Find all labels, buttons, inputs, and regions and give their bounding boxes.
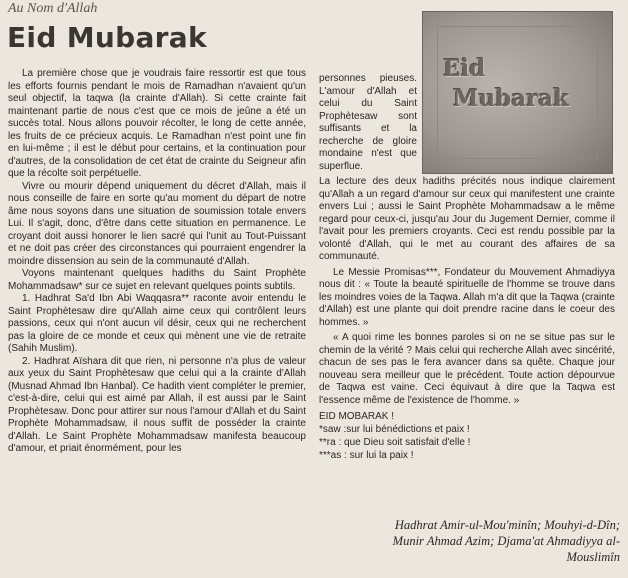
signature-line: Mouslimîn: [566, 550, 620, 564]
image-line-1: Eid: [443, 55, 486, 82]
eid-mubarak-image: [422, 11, 613, 174]
article-title: Eid Mubarak: [7, 21, 207, 54]
article-column-left: [8, 68, 306, 456]
footnote: ***as : sur lui la paix !: [319, 450, 414, 461]
signature-line: Munir Ahmad Azim; Djama'at Ahmadiyya al-: [392, 534, 620, 548]
paragraph: La première chose que je voudrais faire ressortir est que tous les efforts fournis pendant le mois de Ramadhan n'avaient qu'un seul objectif, la taqwa (la crainte d'Allah). Si cette crainte fait maintenant partie de nous c'est que ce mois de jeûne a été un succès total. Nous allons pouvoir récolter, le long de cette année, les fruits de ce précieux acquis. Le Ramadhan n'est point une fin en lui-même ; il est le début pour certains, et la continuation pour d'autres, de la consolidation de cet état de crainte du Seigneur afin que la récolte soit perpétuelle.: [8, 68, 306, 179]
article-column-right-top: [319, 73, 417, 173]
signature-line: Hadhrat Amir-ul-Mou'minîn; Mouhyi-d-Dîn;: [394, 518, 620, 532]
paragraph: 2. Hadhrat Aïshara dit que rien, ni personne n'a plus de valeur aux yeux du Saint Prophètesaw que celui qui a la crainte d'Allah (Musnad Ahmad Ibn Hanbal). Ce hadith vient compléter le premier, c'est-à-dire, celui qui est aimé par Allah, il est aussi par le Saint Prophètesaw. Donc pour attirer sur nous l'amour d'Allah et du Saint Prophète Mohammadsaw, il nous suffit de posséder la crainte d'Allah. Le Saint Prophète Mohammadsaw manifesta beaucoup d'amour, et priait énormément, pour les: [8, 355, 306, 454]
paragraph: Le Messie Promisas***, Fondateur du Mouvement Ahmadiyya nous dit : « Toute la beauté spirituelle de l'homme se trouve dans les moindres voies de la Taqwa. Allah m'a dit que la Taqwa (crainte d'Allah) est une plante qui doit prendre racine dans le coeur des hommes. »: [319, 266, 615, 328]
author-signature: [330, 517, 620, 565]
image-line-2: Mubarak: [453, 85, 570, 112]
image-lettering: [443, 54, 593, 114]
article-kicker: Au Nom d'Allah: [8, 1, 98, 16]
footnote: *saw :sur lui bénédictions et paix !: [319, 424, 470, 435]
closing-line: EID MOBARAK !: [319, 411, 395, 422]
paragraph: Vivre ou mourir dépend uniquement du décret d'Allah, mais il nous conseille de faire en sorte qu'au moment du départ de notre âme nous soyons dans une situation de soumission totale envers Lui. Il s'agit, donc, d'être dans cette situation en permanence. Le croyant doit aussi honorer le lien sacré qui l'unit au Tout-Puissant et ne doit pas créer des circonstances qui pourraient engendrer la moindre dissension au sein de la communauté d'Allah.: [8, 180, 306, 267]
paragraph: Voyons maintenant quelques hadiths du Saint Prophète Mohammadsaw* sur ce sujet en relevant quelques points subtils.: [8, 268, 306, 292]
paragraph: La lecture des deux hadiths précités nous indique clairement qu'Allah a un regard d'amour sur ceux qui manifestent une crainte envers Lui ; aussi le Saint Prophète Mohammadsaw a le même regard pour ceux-ci, jusqu'au Jour du Jugement Dernier, comme il l'avait pour les premiers croyants. Ceci est rendu possible par la volonté d'Allah, qui le met au courant des affaires de sa communauté.: [319, 176, 615, 262]
footnote: **ra : que Dieu soit satisfait d'elle !: [319, 437, 471, 448]
paragraph: personnes pieuses. L'amour d'Allah et celui du Saint Prophètesaw sont suffisants et la recherche de gloire mondaine n'est que superflue.: [319, 73, 417, 172]
article-endnotes: [319, 410, 615, 462]
paragraph: 1. Hadhrat Sa'd Ibn Abi Waqqasra** raconte avoir entendu le Saint Prophètesaw dire qu'Allah aime ceux qui contrôlent leurs passions, ceux qui n'ont aucun vil désir, ceux qui ne recherchent pas la gloire de ce monde et ceux qui mènent une vie de retraite (Sahih Muslim).: [8, 293, 306, 354]
article-column-right: [319, 176, 615, 462]
paragraph: « A quoi rime les bonnes paroles si on ne se situe pas sur le chemin de la vérité ? Mais celui qui recherche Allah avec sincérité, chacun de ses pas le fera avancer dans sa quête. Chaque jour nouveau sera meilleur que le précédent. Toute action dépourvue de Taqwa est vaine. Ceci équivaut à dire que la Taqwa est l'essence même de l'existence de l'homme. »: [319, 332, 615, 406]
